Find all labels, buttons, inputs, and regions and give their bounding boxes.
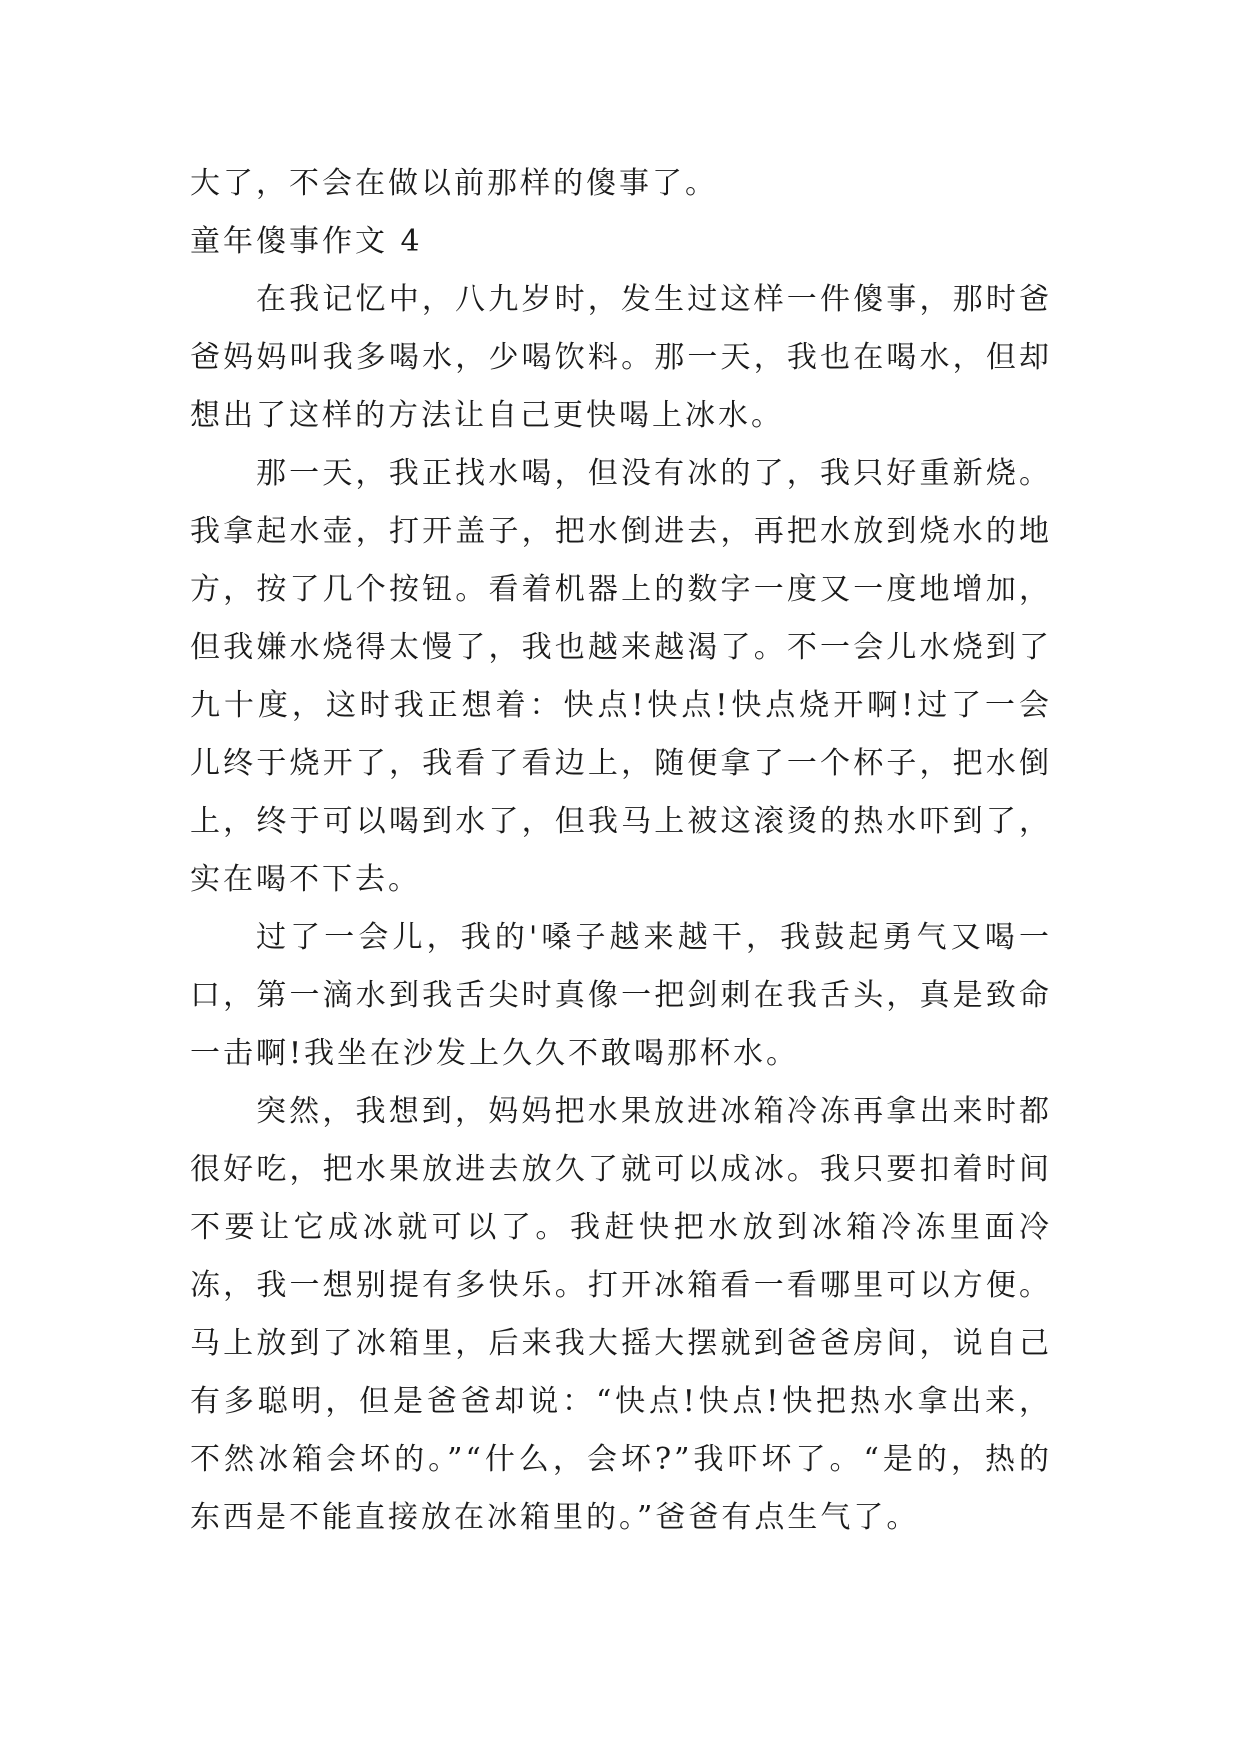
essay-title: 童年傻事作文 4: [190, 224, 423, 259]
paragraph-2: 那一天，我正找水喝，但没有冰的了，我只好重新烧。我拿起水壶，打开盖子，把水倒进去，再把水放到烧水的地方，按了几个按钮。看着机器上的数字一度又一度地增加，但我嫌水烧得太慢了，我也越来越渴了。不一会儿水烧到了九十度，这时我正想着：快点!快点!快点烧开啊!过了一会儿终于烧开了，我看了看边上，随便拿了一个杯子，把水倒上，终于可以喝到水了，但我马上被这滚烫的热水吓到了，实在喝不下去。: [190, 456, 1052, 897]
paragraph-3: 过了一会儿，我的'嗓子越来越干，我鼓起勇气又喝一口，第一滴水到我舌尖时真像一把剑刺在我舌头，真是致命一击啊!我坐在沙发上久久不敢喝那杯水。: [190, 920, 1052, 1071]
document-page: [190, 155, 1052, 1547]
paragraph-4: 突然，我想到，妈妈把水果放进冰箱冷冻再拿出来时都很好吃，把水果放进去放久了就可以成冰。我只要扣着时间不要让它成冰就可以了。我赶快把水放到冰箱冷冻里面冷冻，我一想别提有多快乐。打开冰箱看一看哪里可以方便。马上放到了冰箱里，后来我大摇大摆就到爸爸房间，说自己有多聪明，但是爸爸却说：“快点!快点!快把热水拿出来，不然冰箱会坏的。”“什么，会坏?”我吓坏了。“是的，热的东西是不能直接放在冰箱里的。”爸爸有点生气了。: [190, 1094, 1052, 1535]
paragraph-1: 在我记忆中，八九岁时，发生过这样一件傻事，那时爸爸妈妈叫我多喝水，少喝饮料。那一天，我也在喝水，但却想出了这样的方法让自己更快喝上冰水。: [190, 282, 1052, 433]
continuation-text: 大了，不会在做以前那样的傻事了。: [190, 166, 718, 201]
